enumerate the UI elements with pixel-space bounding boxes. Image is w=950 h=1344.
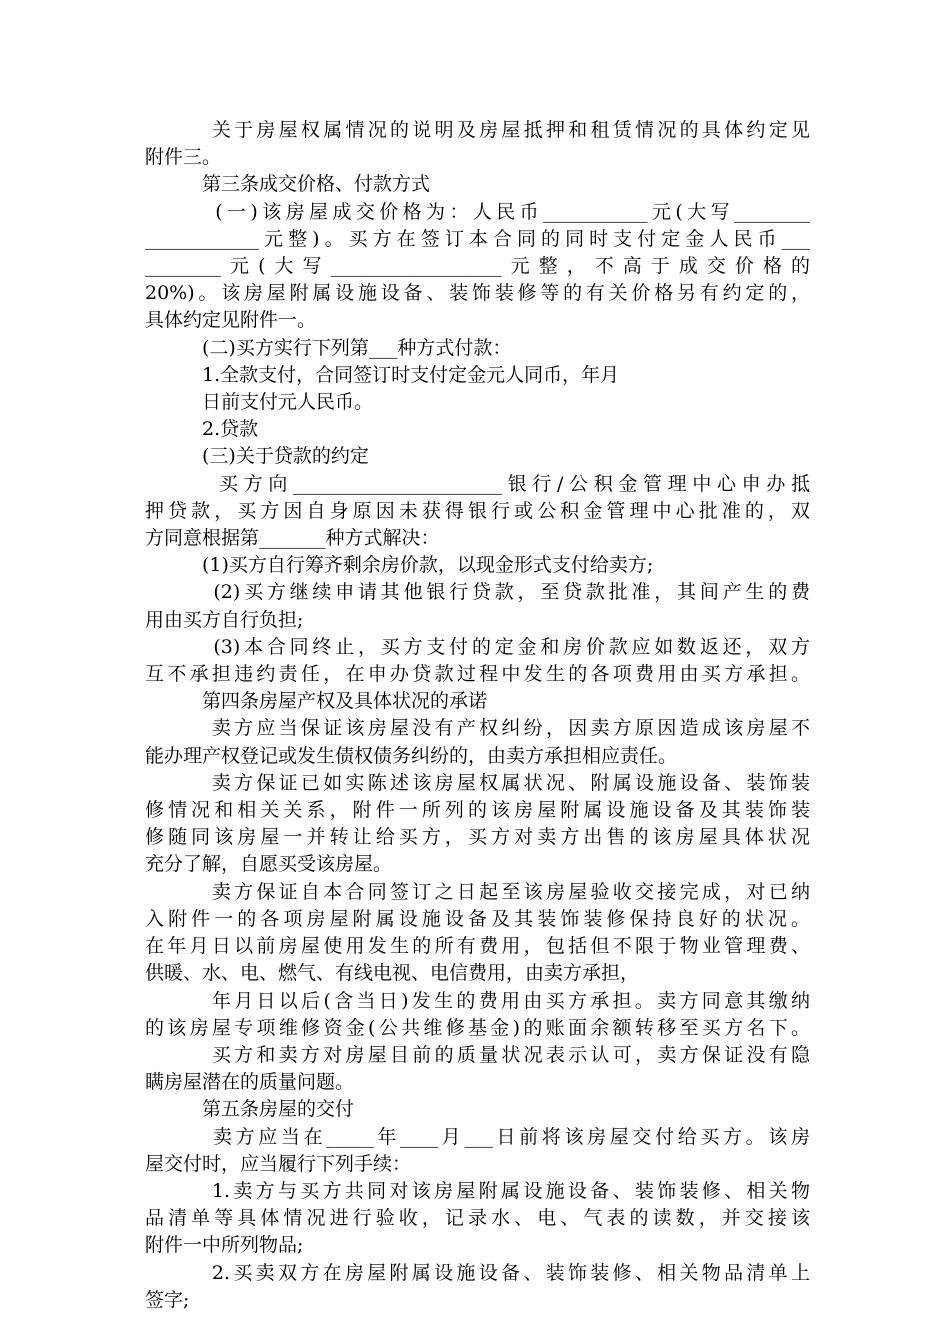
text-line: 20%)。该房屋附属设施设备、装饰装修等的有关价格另有约定的， [145, 282, 810, 305]
text-line: 在年月日以前房屋使用发生的所有费用，包括但不限于物业管理费、 [145, 935, 810, 958]
text-line: 1.全款支付，合同签订时支付定金元人同币，年月 [145, 363, 620, 386]
text-line: 具体约定见附件一。 [145, 309, 317, 332]
text-line: 押贷款，买方因自身原因未获得银行或公积金管理中心批准的，双 [145, 499, 810, 522]
text-line: 第三条成交价格、付款方式 [145, 173, 431, 196]
text-line: ____________元整)。买方在签订本合同的同时支付定金人民币___ [145, 227, 810, 250]
text-line: 卖方应当保证该房屋没有产权纠纷，因卖方原因造成该房屋不 [145, 717, 810, 740]
text-line: 能办理产权登记或发生债权债务纠纷的，由卖方承担相应责任。 [145, 744, 678, 767]
text-line: 修情况和相关关系，附件一所列的该房屋附属设施设备及其装饰装 [145, 799, 810, 822]
text-line: 屋交付时，应当履行下列手续： [145, 1152, 412, 1175]
text-line: 附件三。 [145, 146, 222, 169]
text-line: 买方和卖方对房屋目前的质量状况表示认可，卖方保证没有隐 [145, 1043, 810, 1066]
text-line: 品清单等具体情况进行验收，记录水、电、气表的读数，并交接该 [145, 1207, 810, 1230]
text-line: ________元(大写__________________元整，不高于成交价格的 [145, 255, 810, 278]
text-line: 第四条房屋产权及具体状况的承诺 [145, 690, 488, 713]
text-line: 附件一中所列物品; [145, 1234, 304, 1257]
text-line: 入附件一的各项房屋附属设施设备及其装饰装修保持良好的状况。 [145, 907, 810, 930]
text-line: 充分了解，自愿买受该房屋。 [145, 853, 393, 876]
text-line: (三)关于贷款的约定 [145, 445, 369, 468]
text-line: (二)买方实行下列第___种方式付款： [145, 336, 512, 359]
text-line: 瞒房屋潜在的质量问题。 [145, 1071, 355, 1094]
text-line: 卖方应当在_____年____月___日前将该房屋交付给买方。该房 [145, 1125, 810, 1148]
text-line: (2)买方继续申请其他银行贷款，至贷款批准，其间产生的费 [145, 581, 810, 604]
text-line: 第五条房屋的交付 [145, 1098, 355, 1121]
text-line: 供暖、水、电、燃气、有线电视、电信费用，由卖方承担， [145, 962, 640, 985]
text-line: 2.贷款 [145, 418, 259, 441]
text-line: 方同意根据第_______种方式解决： [145, 527, 440, 550]
text-line: 日前支付元人民币。 [145, 391, 374, 414]
text-line: 2.买卖双方在房屋附属设施设备、装饰装修、相关物品清单上 [145, 1261, 810, 1284]
text-line: 互不承担违约责任，在申办贷款过程中发生的各项费用由买方承担。 [145, 663, 810, 686]
text-line: (一)该房屋成交价格为：人民币___________元(大写________ [145, 200, 810, 223]
text-line: 年月日以后(含当日)发生的费用由买方承担。卖方同意其缴纳 [145, 989, 810, 1012]
contract-body [145, 117, 810, 1314]
text-line: 修随同该房屋一并转让给买方，买方对卖方出售的该房屋具体状况 [145, 826, 810, 849]
text-line: 的该房屋专项维修资金(公共维修基金)的账面余额转移至买方名下。 [145, 1016, 810, 1039]
text-line: 用由买方自行负担; [145, 608, 304, 631]
text-line: (3)本合同终止，买方支付的定金和房价款应如数返还，双方 [145, 635, 810, 658]
text-line: 卖方保证自本合同签订之日起至该房屋验收交接完成，对已纳 [145, 880, 810, 903]
text-line: 签字; [145, 1288, 190, 1311]
text-line: 1.卖方与买方共同对该房屋附属设施设备、装饰装修、相关物 [145, 1179, 810, 1202]
text-line: (1)买方自行筹齐剩余房价款，以现金形式支付给卖方; [145, 554, 654, 577]
text-line: 关于房屋权属情况的说明及房屋抵押和租赁情况的具体约定见 [145, 119, 810, 141]
text-line: 买方向______________________银行/公积金管理中心申办抵 [145, 472, 810, 495]
text-line: 卖方保证已如实陈述该房屋权属状况、附属设施设备、装饰装 [145, 771, 810, 794]
